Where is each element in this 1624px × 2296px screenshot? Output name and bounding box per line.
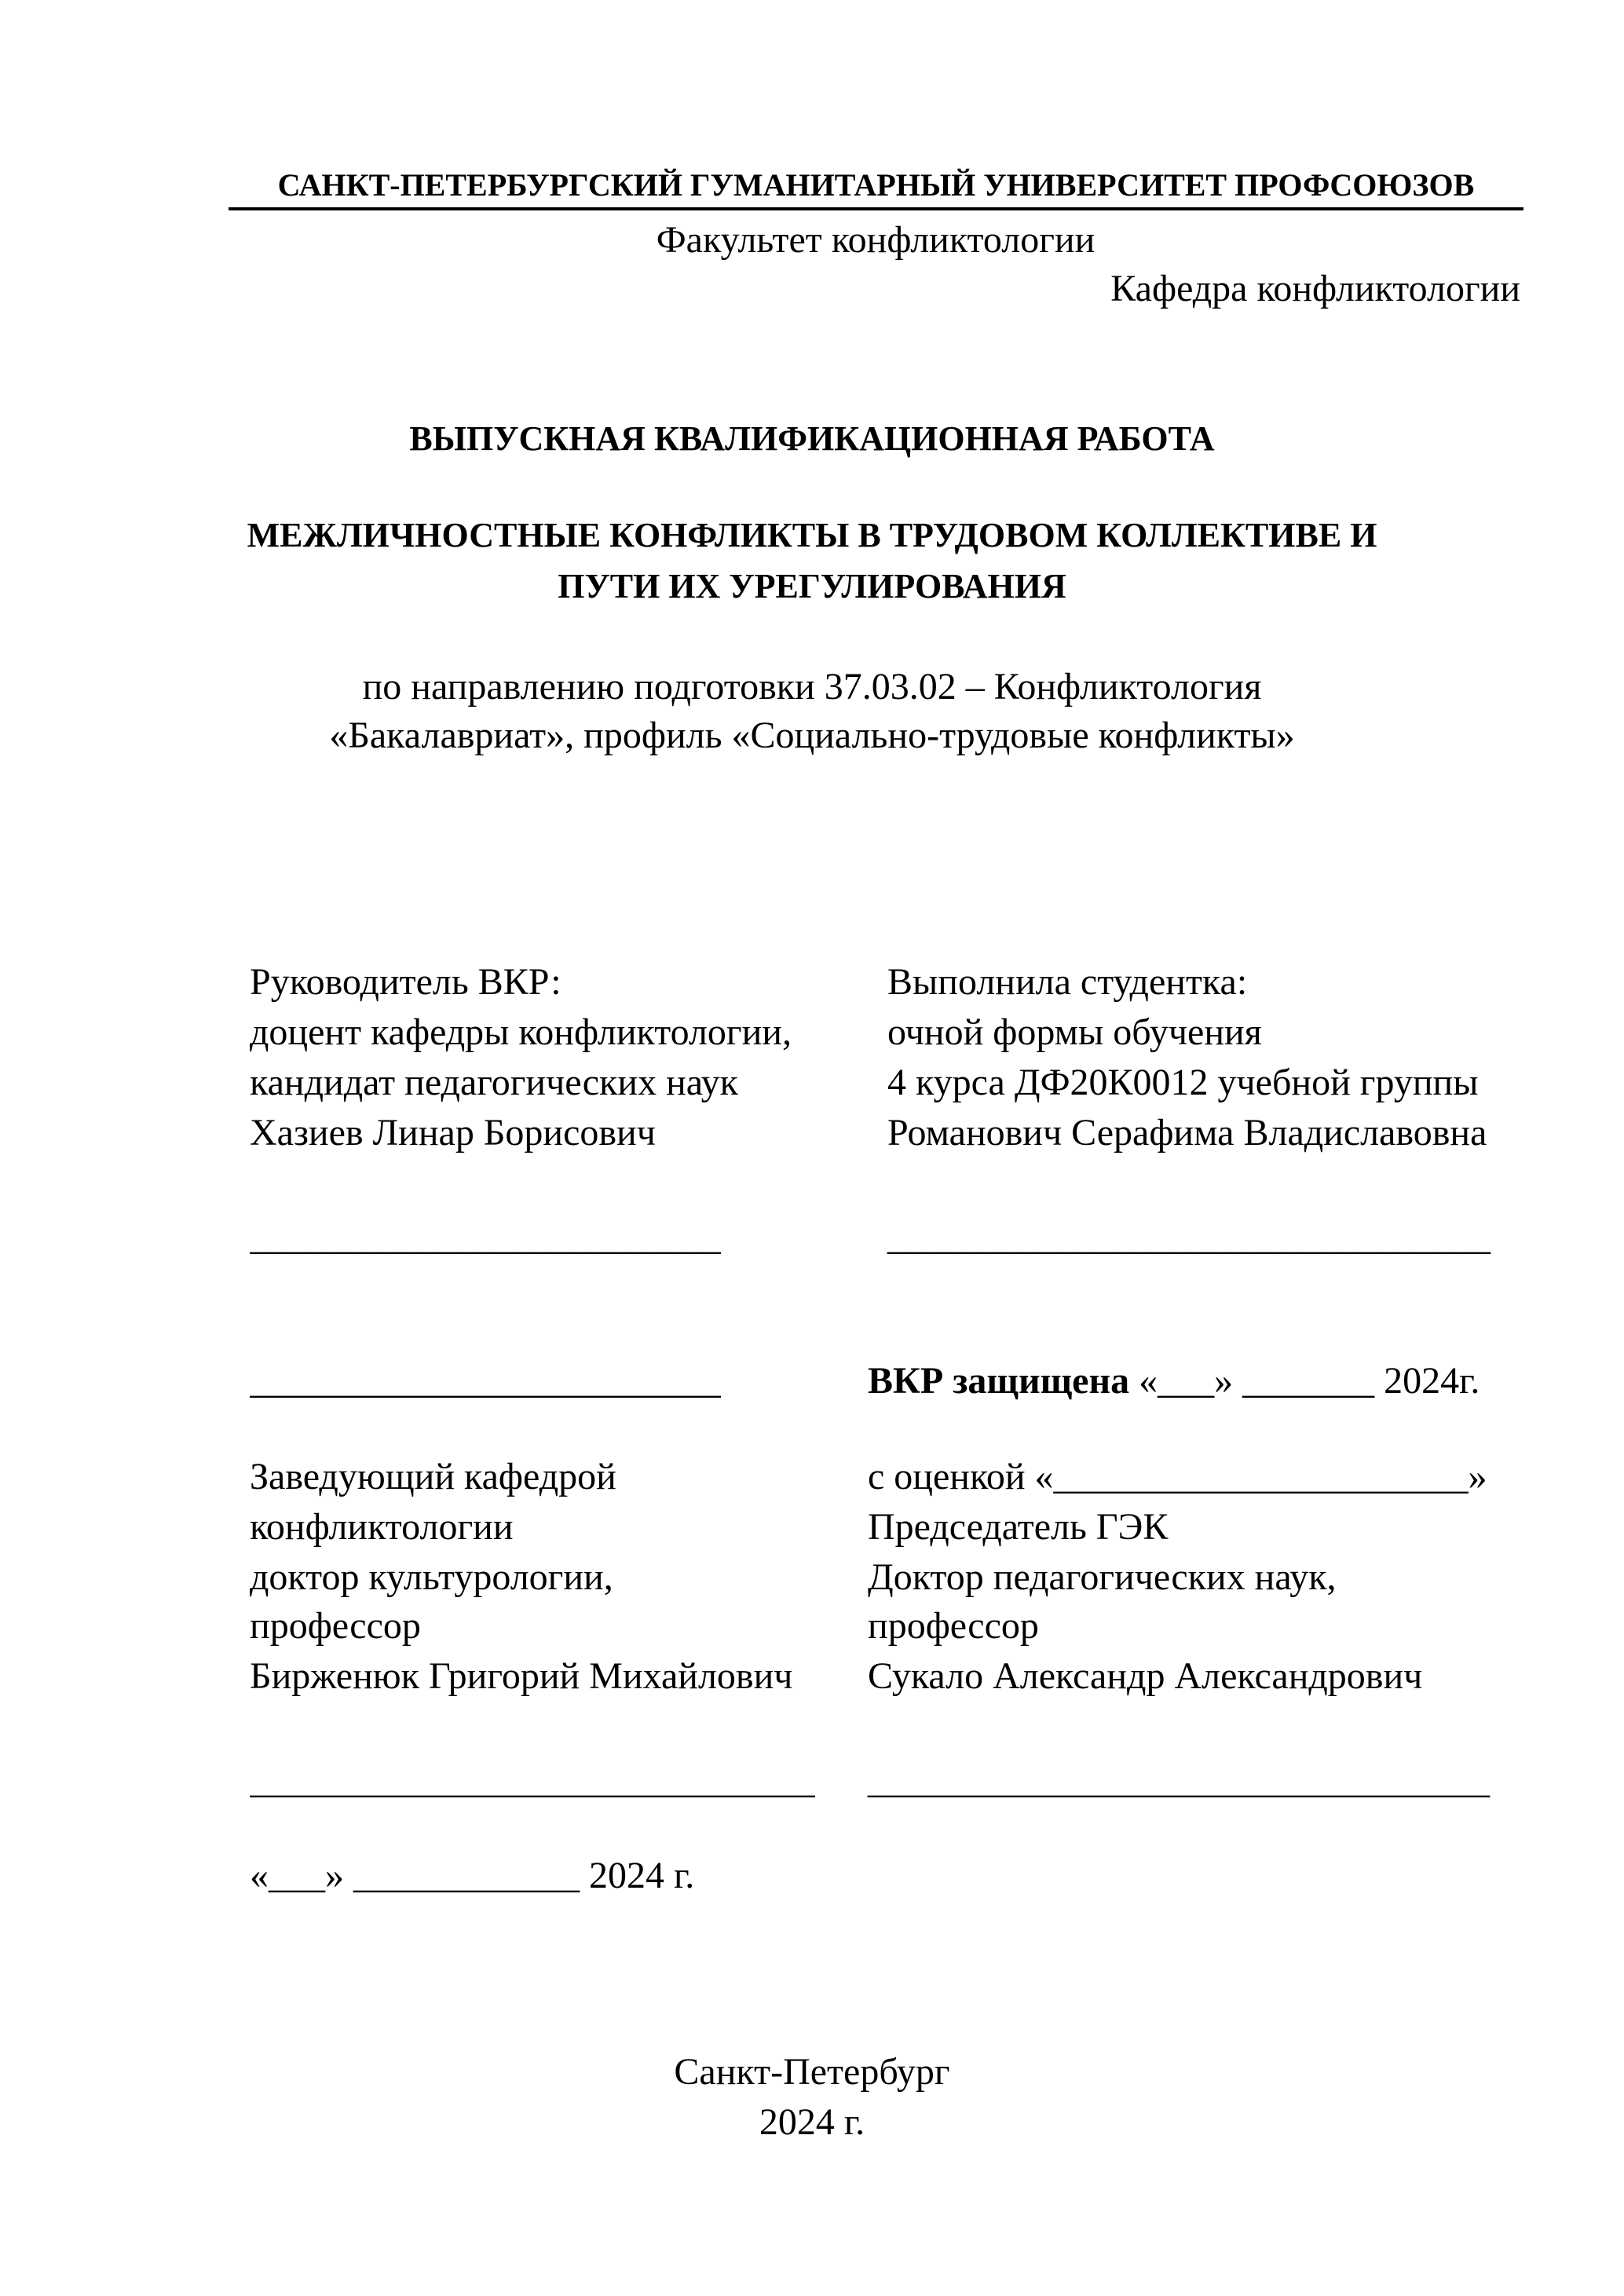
chair-rank: профессор — [868, 1605, 1039, 1647]
direction-line-1: по направлению подготовки 37.03.02 – Конфликтология — [362, 666, 1262, 707]
supervisor-position: доцент кафедры конфликтологии, — [250, 1011, 792, 1053]
faculty: Факультет конфликтологии — [656, 219, 1095, 261]
chair-degree: Доктор педагогических наук, — [868, 1556, 1337, 1598]
head-signature-line: ______________________________ — [250, 1760, 815, 1801]
student-group: 4 курса ДФ20К0012 учебной группы — [887, 1062, 1479, 1103]
student-name: Романович Серафима Владиславовна — [887, 1112, 1487, 1153]
supervisor-signature-line: _________________________ — [250, 1216, 721, 1258]
defended-label: ВКР защищена — [868, 1360, 1130, 1402]
defense-date — [868, 1358, 1480, 1404]
chair-title: Председатель ГЭК — [868, 1506, 1169, 1548]
department: Кафедра конфликтологии — [1110, 268, 1520, 309]
student-signature-line: ________________________________ — [887, 1216, 1490, 1258]
signature-line: _________________________ — [250, 1360, 721, 1402]
head-degree: доктор культурологии, — [250, 1556, 613, 1598]
date-line: «___» ____________ 2024 г. — [250, 1855, 695, 1896]
grade-line: с оценкой «______________________» — [868, 1456, 1487, 1497]
direction-line-2: «Бакалавриат», профиль «Социально-трудовые конфликты» — [329, 715, 1295, 756]
head-department: конфликтологии — [250, 1506, 514, 1548]
year: 2024 г. — [759, 2101, 865, 2143]
work-type: ВЫПУСКНАЯ КВАЛИФИКАЦИОННАЯ РАБОТА — [409, 419, 1215, 458]
city: Санкт-Петербург — [674, 2051, 950, 2093]
supervisor-degree: кандидат педагогических наук — [250, 1062, 738, 1103]
student-form: очной формы обучения — [887, 1011, 1262, 1053]
head-rank: профессор — [250, 1605, 421, 1647]
title-line-1: МЕЖЛИЧНОСТНЫЕ КОНФЛИКТЫ В ТРУДОВОМ КОЛЛЕКТИВЕ И — [247, 516, 1377, 554]
chair-name: Сукало Александр Александрович — [868, 1655, 1423, 1697]
supervisor-name: Хазиев Линар Борисович — [250, 1112, 656, 1153]
supervisor-label: Руководитель ВКР: — [250, 961, 561, 1003]
head-name: Бирженюк Григорий Михайлович — [250, 1655, 793, 1697]
student-label: Выполнила студентка: — [887, 961, 1248, 1003]
title-line-2: ПУТИ ИХ УРЕГУЛИРОВАНИЯ — [558, 567, 1066, 605]
defended-date-blank: «___» _______ 2024г. — [1129, 1360, 1480, 1402]
university-name: САНКТ-ПЕТЕРБУРГСКИЙ ГУМАНИТАРНЫЙ УНИВЕРСИТЕТ ПРОФСОЮЗОВ — [229, 165, 1523, 210]
head-title: Заведующий кафедрой — [250, 1456, 616, 1497]
chair-signature-line: _________________________________ — [868, 1760, 1490, 1801]
